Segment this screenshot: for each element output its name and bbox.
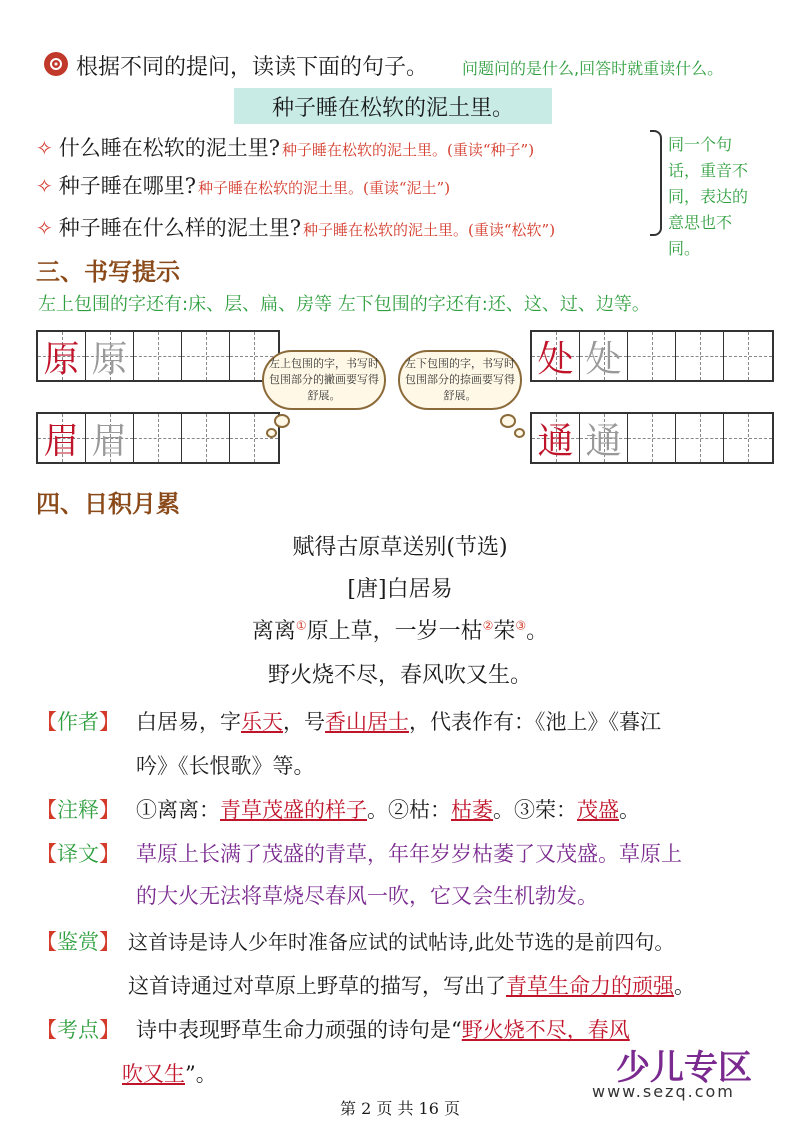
label-exam: 【考点】: [36, 1018, 120, 1042]
writing-tips: 左上包围的字还有:床、层、扁、房等 左下包围的字还有:还、这、过、边等。: [38, 294, 650, 315]
tip-cloud: 左上包围的字，书写时包围部分的撇画要写得舒展。: [262, 350, 386, 410]
footnote-mark: ②: [482, 618, 494, 633]
writing-grid: [36, 412, 280, 464]
brace: [650, 130, 662, 236]
watermark-brand: 少儿专区: [616, 1048, 752, 1088]
translation-text: 的大火无法将草烧尽春风一吹，它又会生机勃发。: [136, 884, 598, 908]
model-character: 通: [537, 420, 574, 462]
label-appreciation: 【鉴赏】: [36, 930, 120, 954]
translation-text: 草原上长满了茂盛的青草，年年岁岁枯萎了又茂盛。草原上: [136, 842, 682, 866]
cloud-puff: [274, 414, 290, 428]
answer-text: 种子睡在松软的泥土里。(重读“松软”): [303, 221, 556, 239]
writing-grid: [36, 330, 280, 382]
section-title: 三、书写提示: [36, 257, 180, 286]
page-number: 第 2 页 共 16 页: [340, 1099, 460, 1118]
label-notes: 【注释】: [36, 798, 120, 822]
tip-cloud: 左下包围的字，书写时包围部分的捺画要写得舒展。: [398, 350, 522, 410]
question-text: 种子睡在什么样的泥土里?: [58, 216, 302, 240]
model-character: 处: [537, 338, 574, 380]
poem-title: 赋得古原草送别(节选): [292, 535, 508, 560]
appreciation-text: 这首诗是诗人少年时准备应试的试帖诗,此处节选的是前四句。: [128, 930, 675, 954]
question-row: [36, 132, 534, 162]
section-title: 四、日积月累: [36, 489, 180, 518]
author-text: 白居易，字乐天，号香山居士，代表作有：《池上》《暮江: [136, 710, 661, 734]
diamond-icon: ✧: [36, 216, 53, 240]
question-text: 种子睡在哪里?: [58, 174, 197, 198]
author-text: 吟》《长恨歌》等。: [136, 754, 315, 778]
answer-text: 种子睡在松软的泥土里。(重读“种子”): [282, 141, 535, 159]
cloud-puff: [514, 428, 525, 438]
label-translation: 【译文】: [36, 842, 120, 866]
poem-author: [唐]白居易: [347, 577, 453, 602]
section-icon: [44, 52, 68, 76]
question-text: 什么睡在松软的泥土里?: [58, 136, 281, 160]
exam-text: 吹又生”。: [122, 1062, 217, 1086]
question-row: [36, 212, 555, 242]
writing-grid: [530, 330, 774, 382]
appreciation-text: 这首诗通过对草原上野草的描写，写出了青草生命力的顽强。: [128, 974, 695, 998]
label-author: 【作者】: [36, 710, 120, 734]
key-sentence: 种子睡在松软的泥土里。: [234, 88, 552, 124]
instruction: 根据不同的提问，读读下面的句子。: [76, 55, 429, 80]
trace-character: 通: [585, 420, 622, 462]
cloud-puff: [266, 428, 277, 438]
instruction-note: 问题问的是什么,回答时就重读什么。: [462, 59, 724, 78]
trace-character: 处: [585, 338, 622, 380]
cloud-puff: [500, 414, 516, 428]
poem-line: 离离①原上草，一岁一枯②荣③。: [251, 618, 549, 644]
poem-line: 野火烧不尽，春风吹又生。: [267, 663, 532, 688]
footnote-mark: ③: [515, 618, 527, 633]
notes-text: ①离离：青草茂盛的样子。②枯：枯萎。③荣：茂盛。: [136, 798, 640, 822]
exam-text: 诗中表现野草生命力顽强的诗句是“野火烧不尽，春风: [136, 1018, 630, 1042]
answer-text: 种子睡在松软的泥土里。(重读“泥土”): [198, 179, 451, 197]
question-row: [36, 170, 450, 200]
model-character: 眉: [43, 420, 80, 462]
writing-grid: [530, 412, 774, 464]
trace-character: 原: [91, 338, 128, 380]
diamond-icon: ✧: [36, 136, 53, 160]
watermark-url: www.sezq.com: [592, 1082, 735, 1101]
trace-character: 眉: [91, 420, 128, 462]
diamond-icon: ✧: [36, 174, 53, 198]
side-note: 同一个句话，重音不同，表达的意思也不同。: [668, 135, 749, 258]
footnote-mark: ①: [295, 618, 307, 633]
model-character: 原: [43, 338, 80, 380]
